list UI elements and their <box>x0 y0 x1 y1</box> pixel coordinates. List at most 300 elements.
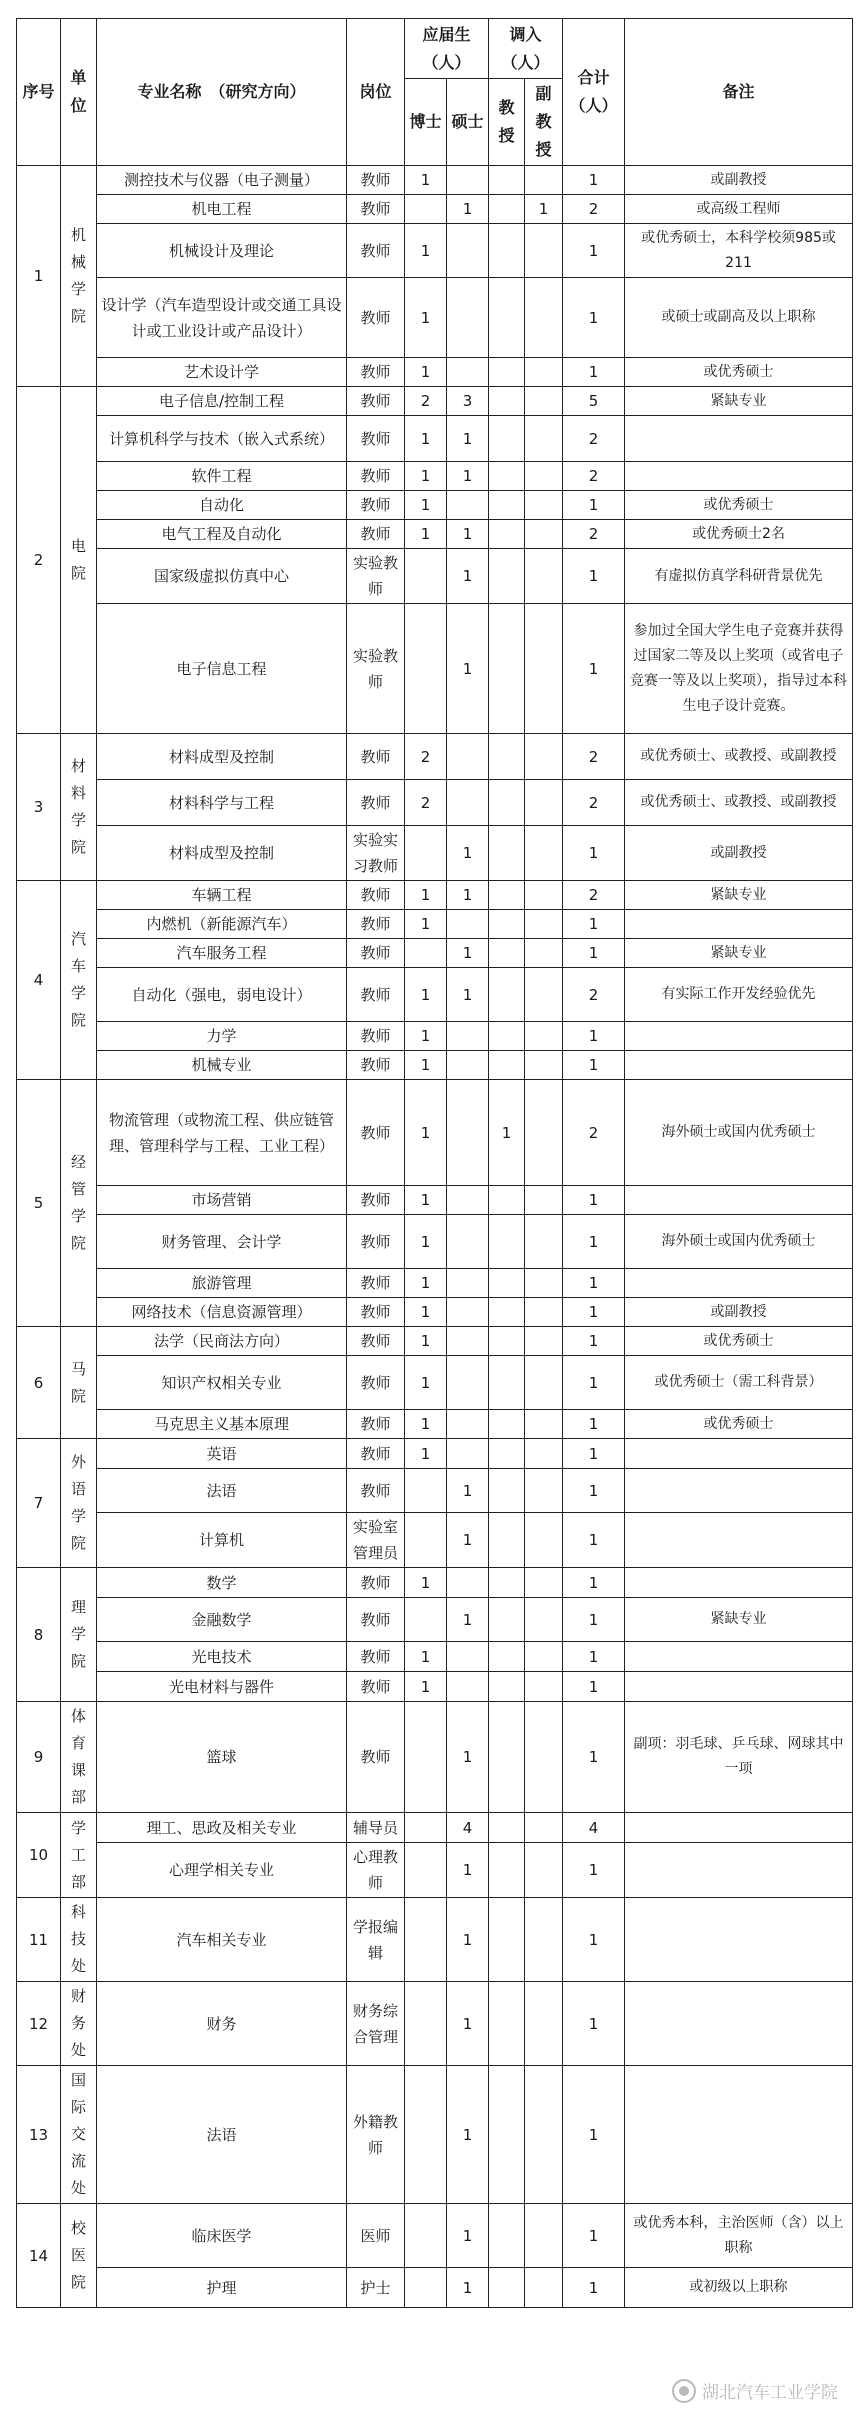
watermark-text: 湖北汽车工业学院 <box>702 2383 838 2403</box>
cell-master: 1 <box>447 195 489 224</box>
cell-note: 紧缺专业 <box>625 881 853 910</box>
cell-phd: 1 <box>405 278 447 358</box>
cell-note: 或副教授 <box>625 166 853 195</box>
cell-major: 马克思主义基本原理 <box>97 1410 347 1439</box>
cell-post: 教师 <box>347 734 405 780</box>
cell-prof <box>489 734 525 780</box>
cell-master: 1 <box>447 1843 489 1898</box>
cell-master <box>447 734 489 780</box>
cell-note: 有虚拟仿真学科研背景优先 <box>625 549 853 604</box>
cell-prof <box>489 1513 525 1568</box>
cell-post: 教师 <box>347 224 405 278</box>
group-unit-label: 体育课部 <box>70 1707 86 1806</box>
cell-prof <box>489 780 525 826</box>
cell-assoc <box>525 1672 563 1702</box>
cell-post: 教师 <box>347 1080 405 1186</box>
cell-prof <box>489 1215 525 1269</box>
cell-phd: 1 <box>405 1568 447 1598</box>
cell-total: 1 <box>563 1327 625 1356</box>
cell-total: 1 <box>563 1215 625 1269</box>
cell-prof <box>489 604 525 734</box>
cell-phd: 1 <box>405 968 447 1022</box>
cell-phd <box>405 1469 447 1513</box>
cell-post: 教师 <box>347 278 405 358</box>
table-row <box>17 1356 853 1410</box>
cell-post: 实验实习教师 <box>347 826 405 881</box>
group-unit-label: 科技处 <box>70 1903 86 1975</box>
cell-master: 1 <box>447 1598 489 1642</box>
cell-major: 理工、思政及相关专业 <box>97 1813 347 1843</box>
group-unit-label: 机械学院 <box>70 226 86 325</box>
cell-major: 机电工程 <box>97 195 347 224</box>
group-unit <box>61 2204 97 2308</box>
cell-post: 学报编辑 <box>347 1898 405 1982</box>
table-row <box>17 1051 853 1080</box>
group-seq: 3 <box>17 734 61 881</box>
cell-post: 教师 <box>347 910 405 939</box>
table-row <box>17 1898 853 1982</box>
cell-prof <box>489 1186 525 1215</box>
cell-total: 1 <box>563 826 625 881</box>
cell-prof <box>489 358 525 387</box>
cell-master: 1 <box>447 2066 489 2204</box>
cell-phd: 1 <box>405 462 447 491</box>
cell-total: 1 <box>563 224 625 278</box>
cell-total: 1 <box>563 1642 625 1672</box>
cell-prof <box>489 1702 525 1813</box>
cell-assoc <box>525 358 563 387</box>
group-unit-label: 外语学院 <box>70 1453 86 1552</box>
cell-phd: 1 <box>405 1051 447 1080</box>
cell-note <box>625 910 853 939</box>
cell-major: 测控技术与仪器（电子测量） <box>97 166 347 195</box>
cell-total: 2 <box>563 881 625 910</box>
group-seq: 5 <box>17 1080 61 1327</box>
cell-major: 护理 <box>97 2268 347 2308</box>
cell-note <box>625 1513 853 1568</box>
cell-note: 或优秀硕士，本科学校须985或211 <box>625 224 853 278</box>
cell-assoc: 1 <box>525 195 563 224</box>
cell-note <box>625 1269 853 1298</box>
cell-assoc <box>525 1327 563 1356</box>
group-unit-label: 理学院 <box>70 1598 86 1670</box>
cell-assoc <box>525 939 563 968</box>
cell-master <box>447 1672 489 1702</box>
cell-post: 教师 <box>347 520 405 549</box>
cell-major: 数学 <box>97 1568 347 1598</box>
table-row <box>17 1298 853 1327</box>
cell-phd <box>405 1702 447 1813</box>
cell-major: 篮球 <box>97 1702 347 1813</box>
cell-post: 教师 <box>347 462 405 491</box>
cell-prof <box>489 1410 525 1439</box>
cell-master: 1 <box>447 520 489 549</box>
cell-prof: 1 <box>489 1080 525 1186</box>
cell-post: 护士 <box>347 2268 405 2308</box>
group-unit <box>61 387 97 734</box>
group-seq: 11 <box>17 1898 61 1982</box>
cell-phd <box>405 1982 447 2066</box>
header-master: 硕士 <box>447 79 489 166</box>
cell-total: 1 <box>563 1269 625 1298</box>
cell-major: 软件工程 <box>97 462 347 491</box>
cell-major: 法语 <box>97 2066 347 2204</box>
cell-note: 紧缺专业 <box>625 387 853 416</box>
cell-major: 材料科学与工程 <box>97 780 347 826</box>
cell-major: 旅游管理 <box>97 1269 347 1298</box>
cell-post: 教师 <box>347 780 405 826</box>
cell-major: 心理学相关专业 <box>97 1843 347 1898</box>
cell-master <box>447 1642 489 1672</box>
cell-phd <box>405 1813 447 1843</box>
cell-prof <box>489 2204 525 2268</box>
cell-assoc <box>525 1982 563 2066</box>
cell-post: 教师 <box>347 881 405 910</box>
group-unit-label: 马院 <box>70 1359 86 1405</box>
cell-prof <box>489 910 525 939</box>
cell-assoc <box>525 780 563 826</box>
cell-master: 1 <box>447 881 489 910</box>
cell-prof <box>489 968 525 1022</box>
cell-total: 1 <box>563 1051 625 1080</box>
table-row <box>17 2204 853 2268</box>
cell-total: 1 <box>563 1439 625 1469</box>
cell-master <box>447 1269 489 1298</box>
cell-phd: 1 <box>405 491 447 520</box>
cell-total: 1 <box>563 1186 625 1215</box>
cell-total: 1 <box>563 1469 625 1513</box>
cell-master: 1 <box>447 826 489 881</box>
cell-major: 电子信息/控制工程 <box>97 387 347 416</box>
cell-master <box>447 1215 489 1269</box>
header-transfer: 调入（人） <box>489 19 563 79</box>
cell-total: 1 <box>563 1598 625 1642</box>
cell-note: 海外硕士或国内优秀硕士 <box>625 1080 853 1186</box>
cell-total: 1 <box>563 1702 625 1813</box>
table-row <box>17 1022 853 1051</box>
cell-master <box>447 1410 489 1439</box>
cell-major: 自动化 <box>97 491 347 520</box>
cell-note <box>625 1642 853 1672</box>
cell-note: 海外硕士或国内优秀硕士 <box>625 1215 853 1269</box>
cell-prof <box>489 1269 525 1298</box>
cell-assoc <box>525 1469 563 1513</box>
cell-master: 1 <box>447 2268 489 2308</box>
table-row <box>17 1813 853 1843</box>
cell-post: 教师 <box>347 1672 405 1702</box>
cell-assoc <box>525 1898 563 1982</box>
group-unit-label: 财务处 <box>70 1987 86 2059</box>
cell-phd <box>405 1843 447 1898</box>
table-row <box>17 1598 853 1642</box>
table-row <box>17 1269 853 1298</box>
cell-prof <box>489 1843 525 1898</box>
recruitment-table <box>16 18 853 2308</box>
cell-major: 设计学（汽车造型设计或交通工具设计或工业设计或产品设计） <box>97 278 347 358</box>
cell-post: 教师 <box>347 1186 405 1215</box>
cell-total: 1 <box>563 1843 625 1898</box>
table-row <box>17 166 853 195</box>
cell-prof <box>489 826 525 881</box>
table-row <box>17 387 853 416</box>
cell-major: 汽车相关专业 <box>97 1898 347 1982</box>
table-row <box>17 1568 853 1598</box>
cell-master <box>447 910 489 939</box>
cell-total: 2 <box>563 416 625 462</box>
cell-post: 教师 <box>347 387 405 416</box>
table-row <box>17 1642 853 1672</box>
cell-note <box>625 1186 853 1215</box>
cell-phd: 1 <box>405 1327 447 1356</box>
cell-total: 1 <box>563 491 625 520</box>
cell-total: 1 <box>563 2066 625 2204</box>
cell-note <box>625 1898 853 1982</box>
cell-major: 光电技术 <box>97 1642 347 1672</box>
group-seq: 9 <box>17 1702 61 1813</box>
cell-phd: 1 <box>405 910 447 939</box>
table-row <box>17 224 853 278</box>
cell-post: 教师 <box>347 1598 405 1642</box>
cell-assoc <box>525 1702 563 1813</box>
table-row <box>17 491 853 520</box>
cell-note: 或高级工程师 <box>625 195 853 224</box>
cell-master <box>447 1186 489 1215</box>
group-unit <box>61 734 97 881</box>
cell-total: 1 <box>563 939 625 968</box>
cell-phd <box>405 939 447 968</box>
cell-major: 临床医学 <box>97 2204 347 2268</box>
cell-total: 1 <box>563 1568 625 1598</box>
cell-assoc <box>525 549 563 604</box>
cell-major: 网络技术（信息资源管理） <box>97 1298 347 1327</box>
cell-note <box>625 1568 853 1598</box>
cell-major: 电气工程及自动化 <box>97 520 347 549</box>
cell-note: 或副教授 <box>625 826 853 881</box>
cell-assoc <box>525 1439 563 1469</box>
cell-total: 1 <box>563 1356 625 1410</box>
cell-master: 1 <box>447 1702 489 1813</box>
cell-note: 有实际工作开发经验优先 <box>625 968 853 1022</box>
cell-total: 2 <box>563 780 625 826</box>
table-row <box>17 968 853 1022</box>
cell-note <box>625 1051 853 1080</box>
header-unit: 单位 <box>61 19 97 166</box>
cell-note: 或副教授 <box>625 1298 853 1327</box>
cell-master: 1 <box>447 416 489 462</box>
cell-note <box>625 1439 853 1469</box>
cell-phd: 2 <box>405 387 447 416</box>
cell-note: 或优秀硕士 <box>625 1410 853 1439</box>
cell-phd <box>405 549 447 604</box>
cell-assoc <box>525 416 563 462</box>
table-row <box>17 416 853 462</box>
cell-assoc <box>525 1843 563 1898</box>
cell-note: 或优秀硕士 <box>625 358 853 387</box>
header-seq: 序号 <box>17 19 61 166</box>
header-total: 合计（人） <box>563 19 625 166</box>
cell-assoc <box>525 1356 563 1410</box>
cell-total: 1 <box>563 278 625 358</box>
table-row <box>17 1327 853 1356</box>
cell-post: 教师 <box>347 195 405 224</box>
cell-prof <box>489 1022 525 1051</box>
table-row <box>17 278 853 358</box>
cell-assoc <box>525 881 563 910</box>
cell-note: 副项：羽毛球、乒乓球、网球其中一项 <box>625 1702 853 1813</box>
cell-prof <box>489 1982 525 2066</box>
cell-master: 1 <box>447 939 489 968</box>
cell-post: 教师 <box>347 1469 405 1513</box>
cell-phd: 1 <box>405 416 447 462</box>
cell-prof <box>489 1356 525 1410</box>
cell-total: 5 <box>563 387 625 416</box>
cell-phd <box>405 604 447 734</box>
cell-assoc <box>525 910 563 939</box>
group-unit-label: 学工部 <box>70 1818 86 1891</box>
group-seq: 4 <box>17 881 61 1080</box>
group-seq: 14 <box>17 2204 61 2308</box>
cell-post: 教师 <box>347 1051 405 1080</box>
cell-master <box>447 491 489 520</box>
cell-master: 1 <box>447 1469 489 1513</box>
header-graduates: 应届生（人） <box>405 19 489 79</box>
cell-phd <box>405 1898 447 1982</box>
cell-master <box>447 1298 489 1327</box>
cell-phd: 1 <box>405 1298 447 1327</box>
cell-total: 1 <box>563 910 625 939</box>
cell-phd: 1 <box>405 1356 447 1410</box>
cell-prof <box>489 939 525 968</box>
group-unit-label: 汽车学院 <box>70 930 86 1029</box>
cell-phd: 1 <box>405 1410 447 1439</box>
cell-total: 1 <box>563 1513 625 1568</box>
cell-master: 1 <box>447 549 489 604</box>
cell-prof <box>489 1469 525 1513</box>
cell-phd: 2 <box>405 734 447 780</box>
cell-prof <box>489 1642 525 1672</box>
table-row <box>17 826 853 881</box>
cell-major: 机械设计及理论 <box>97 224 347 278</box>
cell-post: 教师 <box>347 1269 405 1298</box>
group-unit <box>61 1327 97 1439</box>
cell-major: 法语 <box>97 1469 347 1513</box>
cell-post: 教师 <box>347 358 405 387</box>
cell-prof <box>489 1813 525 1843</box>
cell-post: 教师 <box>347 1356 405 1410</box>
cell-note: 紧缺专业 <box>625 939 853 968</box>
cell-prof <box>489 881 525 910</box>
cell-note: 紧缺专业 <box>625 1598 853 1642</box>
cell-prof <box>489 1051 525 1080</box>
table-row <box>17 1186 853 1215</box>
cell-major: 光电材料与器件 <box>97 1672 347 1702</box>
table-header <box>17 19 853 166</box>
group-unit-label: 经管学院 <box>70 1153 86 1252</box>
cell-phd: 1 <box>405 166 447 195</box>
cell-assoc <box>525 1080 563 1186</box>
cell-post: 教师 <box>347 1702 405 1813</box>
cell-prof <box>489 278 525 358</box>
cell-phd: 1 <box>405 224 447 278</box>
cell-master: 1 <box>447 1898 489 1982</box>
cell-total: 1 <box>563 604 625 734</box>
cell-assoc <box>525 1410 563 1439</box>
cell-master <box>447 166 489 195</box>
group-unit-label: 校医院 <box>70 2219 86 2291</box>
cell-phd <box>405 826 447 881</box>
cell-master: 1 <box>447 1513 489 1568</box>
cell-post: 教师 <box>347 968 405 1022</box>
cell-post: 教师 <box>347 1327 405 1356</box>
cell-master <box>447 1327 489 1356</box>
group-unit <box>61 1702 97 1813</box>
cell-assoc <box>525 1186 563 1215</box>
group-unit <box>61 1439 97 1568</box>
group-unit <box>61 1982 97 2066</box>
cell-note <box>625 1843 853 1898</box>
group-unit-label: 国际交流处 <box>70 2071 86 2197</box>
cell-master <box>447 780 489 826</box>
cell-note: 或优秀硕士、或教授、或副教授 <box>625 780 853 826</box>
cell-major: 知识产权相关专业 <box>97 1356 347 1410</box>
cell-note: 参加过全国大学生电子竞赛并获得过国家二等及以上奖项（或省电子竞赛一等及以上奖项），指导过本科生电子设计竞赛。 <box>625 604 853 734</box>
watermark <box>672 2378 838 2403</box>
cell-major: 国家级虚拟仿真中心 <box>97 549 347 604</box>
cell-post: 外籍教师 <box>347 2066 405 2204</box>
cell-assoc <box>525 491 563 520</box>
cell-note <box>625 462 853 491</box>
group-seq: 7 <box>17 1439 61 1568</box>
cell-assoc <box>525 462 563 491</box>
header-phd: 博士 <box>405 79 447 166</box>
cell-prof <box>489 2268 525 2308</box>
group-seq: 6 <box>17 1327 61 1439</box>
cell-major: 艺术设计学 <box>97 358 347 387</box>
table-row <box>17 1702 853 1813</box>
table-row <box>17 734 853 780</box>
cell-major: 电子信息工程 <box>97 604 347 734</box>
table-row <box>17 195 853 224</box>
cell-assoc <box>525 1568 563 1598</box>
cell-phd: 1 <box>405 358 447 387</box>
cell-phd: 1 <box>405 1642 447 1672</box>
cell-note: 或硕士或副高及以上职称 <box>625 278 853 358</box>
cell-master <box>447 1356 489 1410</box>
group-seq: 8 <box>17 1568 61 1702</box>
group-unit-label: 电院 <box>70 537 86 582</box>
group-seq: 13 <box>17 2066 61 2204</box>
cell-note: 或优秀本科，主治医师（含）以上职称 <box>625 2204 853 2268</box>
table-body <box>17 166 853 2308</box>
table-row <box>17 881 853 910</box>
cell-note: 或优秀硕士 <box>625 491 853 520</box>
group-seq: 1 <box>17 166 61 387</box>
cell-total: 1 <box>563 1298 625 1327</box>
cell-prof <box>489 491 525 520</box>
table-row <box>17 549 853 604</box>
cell-total: 2 <box>563 1080 625 1186</box>
cell-master <box>447 1051 489 1080</box>
cell-phd <box>405 2268 447 2308</box>
cell-post: 教师 <box>347 416 405 462</box>
cell-prof <box>489 1568 525 1598</box>
cell-phd: 1 <box>405 1186 447 1215</box>
table-row <box>17 1513 853 1568</box>
group-unit <box>61 1898 97 1982</box>
cell-assoc <box>525 1022 563 1051</box>
cell-prof <box>489 224 525 278</box>
cell-assoc <box>525 1298 563 1327</box>
